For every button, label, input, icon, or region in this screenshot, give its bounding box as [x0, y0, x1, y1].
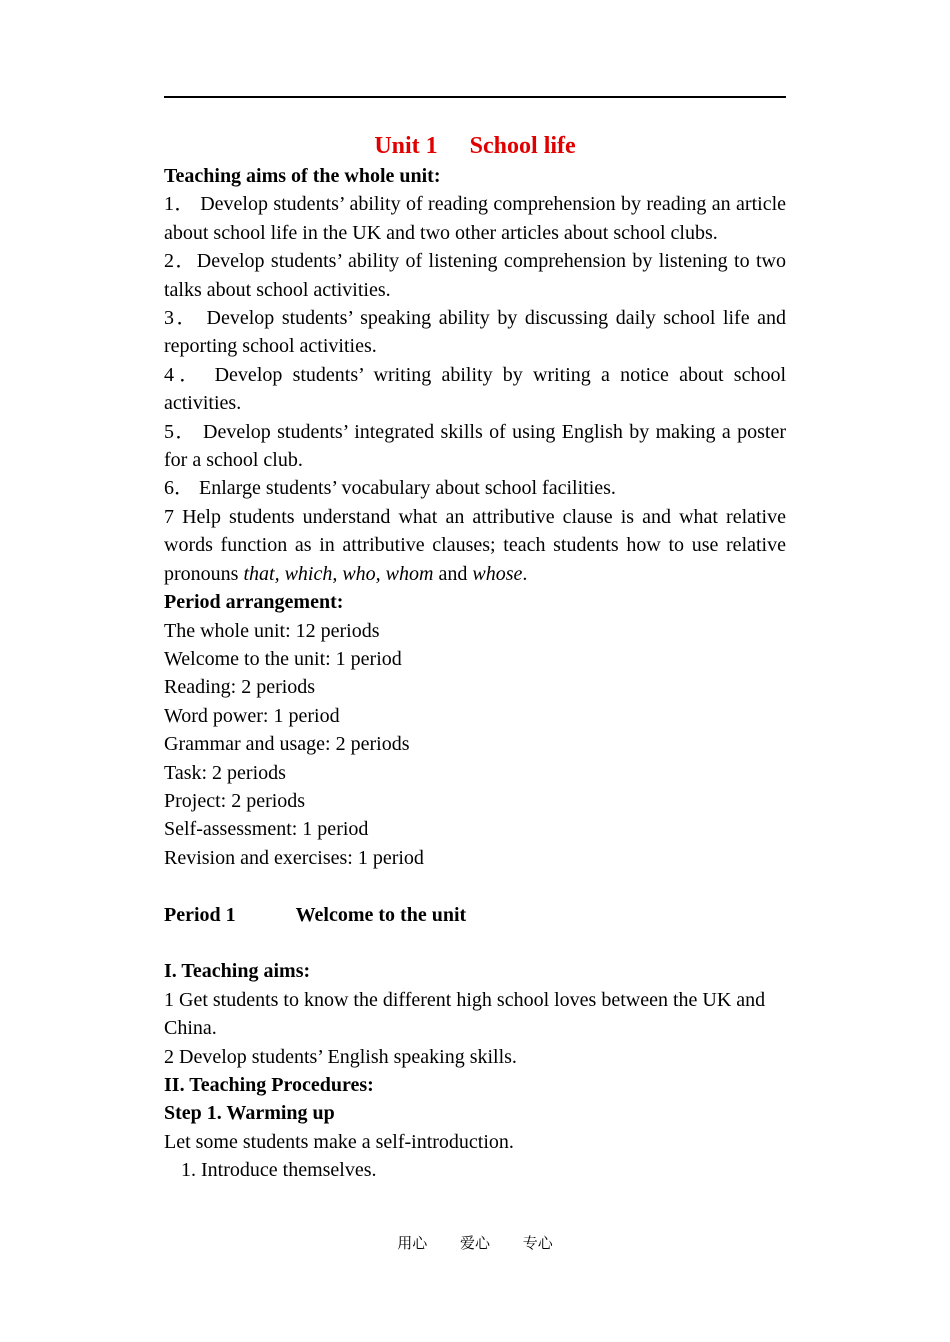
period-item: Project: 2 periods — [164, 789, 306, 812]
footer-word: 专心 — [522, 1234, 553, 1252]
period-item: Welcome to the unit: 1 period — [164, 647, 402, 670]
procedures-heading: II. Teaching Procedures: — [164, 1073, 374, 1096]
aim-item-7 — [164, 503, 786, 588]
period-item: Task: 2 periods — [164, 761, 286, 784]
aim-item: 3． Develop students’ speaking ability by discussing daily school life and reporting school activities. — [164, 307, 786, 358]
period-item: Word power: 1 period — [164, 704, 340, 727]
teaching-aim-item: 2 Develop students’ English speaking skills. — [164, 1045, 517, 1068]
period-item: Reading: 2 periods — [164, 676, 316, 699]
aim-item: 2．Develop students’ ability of listening comprehension by listening to two talks about school activities. — [164, 250, 786, 301]
aim-item: 6． Enlarge students’ vocabulary about school facilities. — [164, 477, 616, 500]
step1-text: Let some students make a self-introduction. — [164, 1130, 514, 1153]
unit-title — [164, 131, 786, 161]
teaching-aim-item: 1 Get students to know the different high school loves between the UK and China. — [164, 988, 766, 1040]
aim7-and: and — [433, 562, 473, 585]
page-footer — [0, 1232, 950, 1253]
period-item: Revision and exercises: 1 period — [164, 846, 424, 869]
teaching-aims-heading: I. Teaching aims: — [164, 960, 311, 983]
aim7-end: . — [522, 562, 528, 585]
period-item: The whole unit: 12 periods — [164, 619, 380, 642]
aims-heading: Teaching aims of the whole unit: — [164, 165, 441, 187]
unit-number: Unit 1 — [374, 133, 438, 159]
aim7-text: 7 Help students understand what an attributive clause is and what relative words function as in attributive clauses; teach students how to use relative pronouns — [164, 505, 786, 585]
footer-word: 爱心 — [459, 1234, 490, 1252]
period1-label: Period 1 — [164, 903, 236, 926]
period1-title: Welcome to the unit — [295, 903, 467, 926]
header-rule — [164, 96, 786, 98]
unit-name: School life — [469, 133, 576, 159]
aim-item: 4． Develop students’ writing ability by writing a notice about school activities. — [164, 363, 786, 415]
aim-item: 5． Develop students’ integrated skills of using English by making a poster for a school club. — [164, 420, 786, 472]
period-item: Grammar and usage: 2 periods — [164, 733, 410, 756]
step1-item: 1. Introduce themselves. — [181, 1159, 377, 1182]
period1-heading — [164, 901, 786, 929]
period-item: Self-assessment: 1 period — [164, 818, 369, 841]
document-body — [164, 131, 786, 1185]
aim7-pronouns: that, which, who, whom — [243, 562, 434, 585]
aim7-last: whose — [472, 562, 523, 585]
aim-item: 1． Develop students’ ability of reading comprehension by reading an article about school life in the UK and two other articles about school clubs. — [164, 193, 786, 244]
step1-heading: Step 1. Warming up — [164, 1102, 335, 1125]
footer-word: 用心 — [397, 1234, 428, 1252]
period-arrangement-heading: Period arrangement: — [164, 591, 344, 614]
